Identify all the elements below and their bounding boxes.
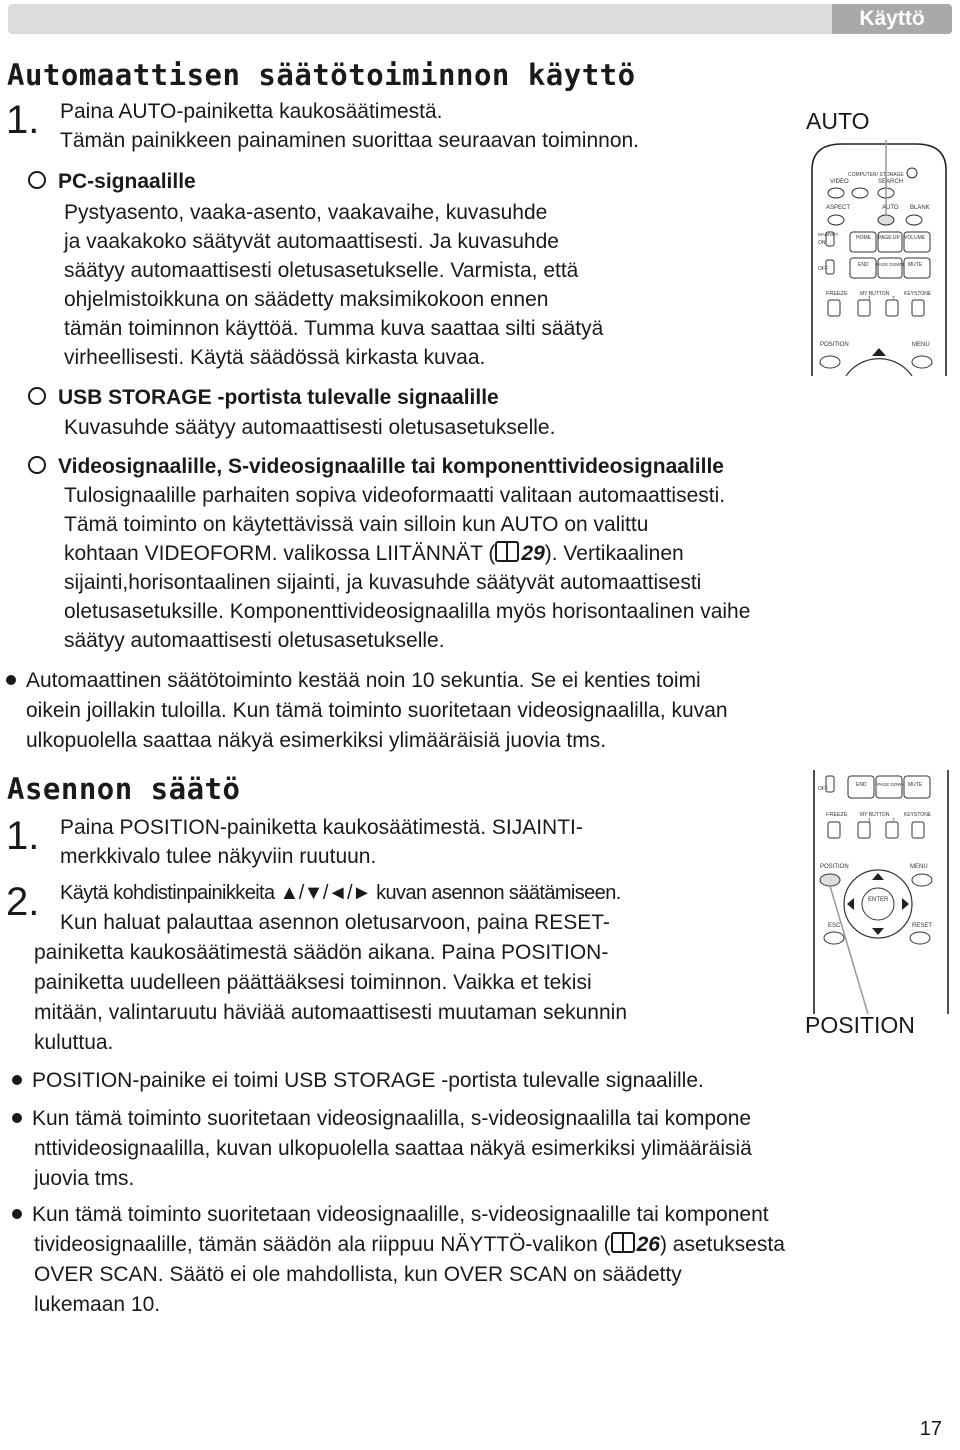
step-text: painiketta kaukosäätimestä säädön aikana. Paina POSITION- [34, 941, 609, 964]
note-line [6, 666, 701, 695]
book-icon [495, 541, 519, 562]
page-down-label: PAGE DOWN [877, 782, 905, 787]
esc-button[interactable] [824, 932, 844, 944]
position-label: POSITION [820, 864, 849, 870]
header-tab: Käyttö [832, 4, 952, 34]
usb-heading-text: USB STORAGE -portista tulevalle signaalille [58, 386, 499, 409]
bullet-dot-icon [12, 1209, 22, 1219]
usb-heading [28, 383, 499, 412]
home-label: HOME [856, 235, 871, 241]
arrow-right-icon[interactable] [902, 898, 909, 910]
freeze-label: FREEZE [826, 812, 848, 818]
my-button-2-label: 2 [892, 296, 895, 302]
on-label: ON [818, 240, 826, 246]
step-text: Paina POSITION-painiketta kaukosäätimestä. SIJAINTI- [60, 816, 583, 839]
bullet-dot-icon [12, 1075, 22, 1085]
video-line: sijainti,horisontaalinen sijainti, ja kuvasuhde säätyvät automaattisesti [64, 571, 702, 594]
note-line: oikein joillakin tuloilla. Kun tämä toiminto suoritetaan videosignaalilla, kuvan [26, 699, 728, 722]
position-label: POSITION [820, 342, 849, 348]
volume-label: VOLUME [904, 235, 926, 241]
section-title-auto: Automaattisen säätötoiminnon käyttö [7, 58, 636, 92]
video-line-text: kohtaan VIDEOFORM. valikossa LIITÄNNÄT ( [64, 542, 496, 565]
step-text: Paina AUTO-painiketta kaukosäätimestä. [60, 100, 443, 123]
step-text: painiketta uudelleen päättääksesi toiminnon. Vaikka et tekisi [34, 971, 592, 994]
arrow-up-icon[interactable] [872, 873, 884, 880]
video-line: oletusasetuksille. Komponenttivideosignaalilla myös horisontaalinen vaihe [64, 600, 751, 623]
pc-line: virheellisesti. Käytä säädössä kirkasta kuvaa. [64, 346, 486, 369]
bullet-dot-icon [12, 1113, 22, 1123]
step-text: kuluttua. [34, 1031, 114, 1054]
arrow-left-icon[interactable] [847, 898, 854, 910]
note-text: Kun tämä toiminto suoritetaan videosignaalille, s-videosignaalille tai komponent [32, 1203, 769, 1226]
remote-label-position: POSITION [805, 1012, 915, 1038]
auto-label: AUTO [882, 205, 899, 211]
page-up-label: PAGE UP [878, 235, 900, 241]
note-line: lukemaan 10. [34, 1293, 161, 1316]
freeze-button[interactable] [828, 822, 840, 838]
note-text: ) asetuksesta [659, 1233, 785, 1256]
blank-label: BLANK [910, 205, 930, 211]
esc-label: ESC [828, 923, 841, 929]
note-line: nttivideosignaalilla, kuvan ulkopuolella saattaa näkyä esimerkiksi ylimääräisiä [34, 1137, 752, 1160]
my-button-2[interactable] [886, 822, 898, 838]
reset-button[interactable] [910, 932, 930, 944]
circle-bullet-icon [28, 456, 46, 474]
remote-body [814, 770, 948, 1014]
circle-bullet-icon [28, 171, 46, 189]
computer-storage-label: COMPUTER/ STORAGE [848, 172, 904, 178]
video-line: Tulosignaalille parhaiten sopiva videoformaatti valitaan automaattisesti. [64, 484, 726, 507]
enter-button[interactable] [862, 888, 894, 920]
off-label: OFF [818, 786, 828, 792]
note-text: Automaattinen säätötoiminto kestää noin 10 sekuntia. Se ei kenties toimi [26, 669, 701, 692]
section-title-position: Asennon säätö [7, 772, 241, 806]
magnify-label: MAGNIFY [818, 232, 839, 237]
note-text: Kun tämä toiminto suoritetaan videosignaalilla, s-videosignaalilla tai kompone [32, 1107, 752, 1130]
page-reference[interactable]: 29 [521, 542, 545, 565]
mute-label: MUTE [908, 262, 923, 268]
video-line-text: ). Vertikaalinen [544, 542, 684, 565]
step-number: 2. [6, 880, 40, 924]
page-down-label: PAGE DOWN [876, 262, 904, 267]
note-line: OVER SCAN. Säätö ei ole mahdollista, kun OVER SCAN on säädetty [34, 1263, 682, 1286]
mute-label: MUTE [908, 782, 923, 788]
position-button[interactable] [820, 874, 840, 886]
video-heading [28, 452, 724, 481]
cursor-ring [844, 870, 912, 938]
menu-button[interactable] [912, 874, 932, 886]
my-button-label: MY BUTTON [860, 812, 890, 818]
book-icon [611, 1232, 635, 1253]
freeze-label: FREEZE [826, 291, 848, 297]
my-button-1-label: 1 [868, 818, 871, 824]
note-line: ulkopuolella saattaa näkyä esimerkiksi ylimääräisiä juovia tms. [26, 729, 607, 752]
page-number: 17 [919, 1418, 942, 1440]
arrow-down-icon[interactable] [872, 928, 884, 935]
step-text: Käytä kohdistinpainikkeita ▲/▼/◄/► kuvan asennon säätämiseen. [60, 882, 621, 904]
keystone-button[interactable] [912, 822, 924, 838]
note-text: POSITION-painike ei toimi USB STORAGE -portista tulevalle signaalille. [32, 1069, 704, 1092]
note-line [12, 1104, 751, 1133]
remote-label-auto: AUTO [806, 108, 870, 134]
pc-heading-text: PC-signaalille [58, 170, 196, 193]
enter-label: ENTER [868, 897, 889, 903]
page-down-button[interactable] [876, 776, 902, 798]
search-label: SEARCH [878, 179, 904, 185]
end-label: END [856, 782, 867, 788]
my-button-1-label: 1 [868, 296, 871, 302]
aspect-label: ASPECT [826, 205, 851, 211]
step-text: Tämän painikkeen painaminen suorittaa seuraavan toiminnon. [60, 129, 640, 152]
note-line: juovia tms. [34, 1167, 135, 1190]
menu-label: MENU [910, 864, 928, 870]
step-number: 1. [6, 814, 40, 858]
my-button-2-label: 2 [892, 818, 895, 824]
note-line [12, 1066, 704, 1095]
video-heading-text: Videosignaalille, S-videosignaalille tai komponenttivideosignaalille [58, 455, 724, 478]
header-bar [8, 4, 952, 34]
pc-signal-heading [28, 167, 196, 196]
step-text: Kun haluat palauttaa asennon oletusarvoon, paina RESET- [60, 911, 610, 934]
menu-label: MENU [912, 342, 930, 348]
pc-line: ja vaakakoko säätyvät automaattisesti. Ja kuvasuhde [64, 230, 559, 253]
bullet-dot-icon [6, 675, 16, 685]
auto-button[interactable] [878, 215, 894, 225]
pc-line: ohjelmistoikkuna on säädetty maksimikokoon ennen [64, 288, 549, 311]
video-line: säätyy automaattisesti oletusasetukselle. [64, 629, 445, 652]
end-label: END [858, 262, 869, 268]
my-button-label: MY BUTTON [860, 291, 890, 297]
pc-line: tämän toiminnon käyttöä. Tumma kuva saattaa silti säätyä [64, 317, 604, 340]
my-button-1[interactable] [858, 822, 870, 838]
pc-line: Pystyasento, vaaka-asento, vaakavaihe, kuvasuhde [64, 201, 548, 224]
video-line [64, 539, 684, 568]
off-label: OFF [818, 266, 828, 272]
note-line [34, 1230, 785, 1259]
remote-control-auto-illustration [806, 140, 952, 376]
keystone-label: KEYSTONE [904, 812, 932, 818]
remote-control-position-illustration [808, 770, 954, 1014]
pc-line: säätyy automaattisesti oletusasetukselle. Varmista, että [64, 259, 579, 282]
usb-line: Kuvasuhde säätyy automaattisesti oletusasetukselle. [64, 416, 556, 439]
note-text: tivideosignaalille, tämän säädön ala riippuu NÄYTTÖ-valikon ( [34, 1233, 611, 1256]
circle-bullet-icon [28, 387, 46, 405]
page-reference[interactable]: 26 [636, 1233, 660, 1256]
step-number: 1. [6, 98, 40, 142]
reset-label: RESET [912, 923, 933, 929]
step-text: merkkivalo tulee näkyviin ruutuun. [60, 845, 377, 868]
keystone-label: KEYSTONE [904, 291, 932, 297]
video-label: VIDEO [830, 179, 849, 185]
note-line [12, 1200, 769, 1229]
step-text: mitään, valintaruutu häviää automaattisesti muutaman sekunnin [34, 1001, 628, 1024]
video-line: Tämä toiminto on käytettävissä vain silloin kun AUTO on valittu [64, 513, 649, 536]
